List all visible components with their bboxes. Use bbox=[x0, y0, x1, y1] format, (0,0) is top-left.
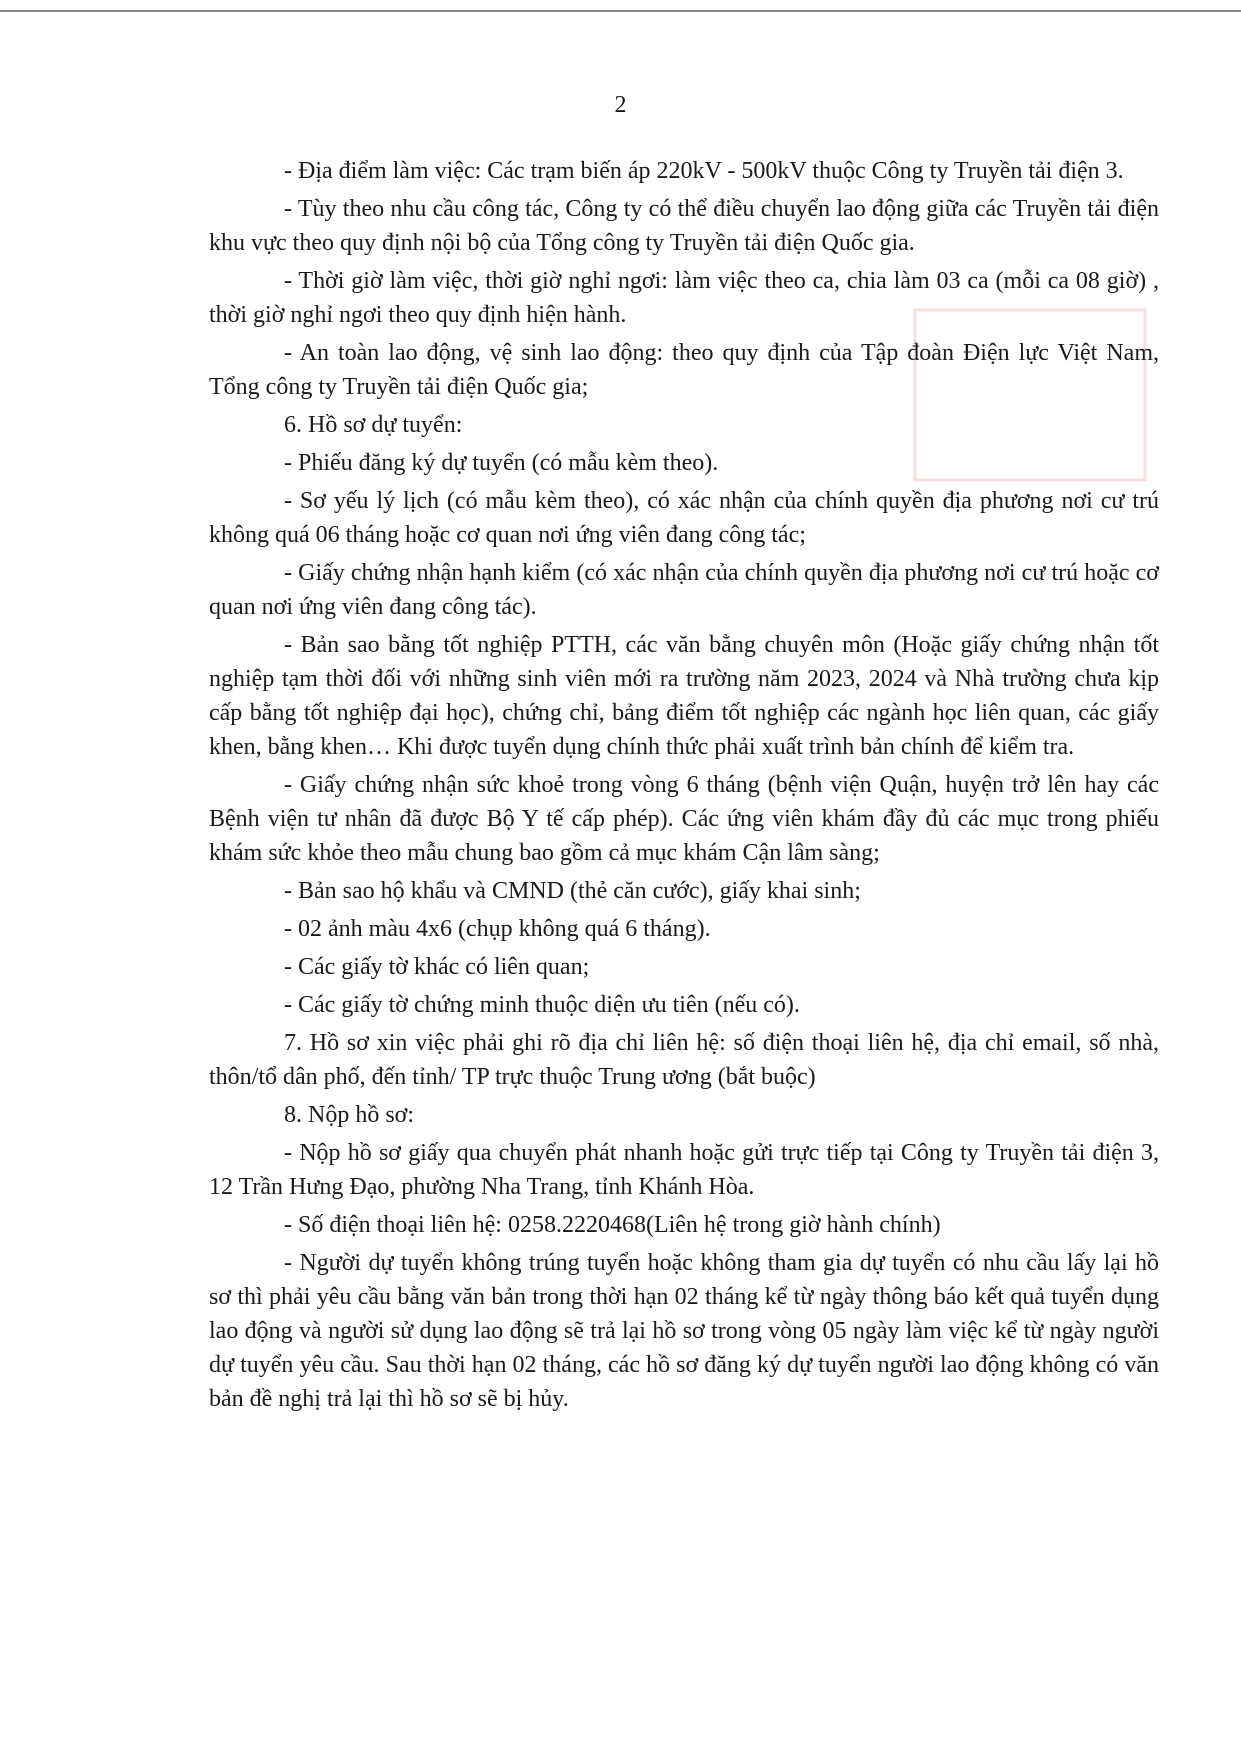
list-item: - Giấy chứng nhận sức khoẻ trong vòng 6 tháng (bệnh viện Quận, huyện trở lên hay các Bệnh viện tư nhân đã được Bộ Y tế cấp phép). Các ứng viên khám đầy đủ các mục trong phiếu khám sức khỏe theo mẫu chung bao gồm cả mục khám Cận lâm sàng; bbox=[209, 772, 1159, 866]
list-item: - Phiếu đăng ký dự tuyển (có mẫu kèm theo). bbox=[284, 450, 719, 476]
paragraph-transfer: - Tùy theo nhu cầu công tác, Công ty có thể điều chuyển lao động giữa các Truyền tải điện khu vực theo quy định nội bộ của Tổng công ty Truyền tải điện Quốc gia. bbox=[209, 196, 1159, 256]
section-heading-submission: 8. Nộp hồ sơ: bbox=[284, 1102, 415, 1128]
list-item: - Bản sao hộ khẩu và CMND (thẻ căn cước), giấy khai sinh; bbox=[284, 878, 861, 904]
list-item: - Các giấy tờ chứng minh thuộc diện ưu tiên (nếu có). bbox=[284, 992, 800, 1018]
paragraph-phone: - Số điện thoại liên hệ: 0258.2220468(Liên hệ trong giờ hành chính) bbox=[284, 1212, 941, 1238]
paragraph-submission-address: - Nộp hồ sơ giấy qua chuyển phát nhanh hoặc gửi trực tiếp tại Công ty Truyền tải điện 3, 12 Trần Hưng Đạo, phường Nha Trang, tỉnh Khánh Hòa. bbox=[209, 1140, 1159, 1200]
paragraph-safety: - An toàn lao động, vệ sinh lao động: theo quy định của Tập đoàn Điện lực Việt Nam, Tổng công ty Truyền tải điện Quốc gia; bbox=[209, 340, 1159, 400]
list-item: - Bản sao bằng tốt nghiệp PTTH, các văn bằng chuyên môn (Hoặc giấy chứng nhận tốt nghiệp tạm thời đối với những sinh viên mới ra trường năm 2023, 2024 và Nhà trường chưa kịp cấp bằng tốt nghiệp đại học), chứng chỉ, bảng điểm tốt nghiệp các ngành học liên quan, các giấy khen, bằng khen… Khi được tuyển dụng chính thức phải xuất trình bản chính để kiểm tra. bbox=[209, 632, 1159, 760]
list-item: - Giấy chứng nhận hạnh kiểm (có xác nhận của chính quyền địa phương nơi cư trú hoặc cơ quan nơi ứng viên đang công tác). bbox=[209, 560, 1159, 620]
paragraph-work-location: - Địa điểm làm việc: Các trạm biến áp 220kV - 500kV thuộc Công ty Truyền tải điện 3. bbox=[284, 158, 1124, 184]
list-item: - Các giấy tờ khác có liên quan; bbox=[284, 954, 590, 980]
list-item: - 02 ảnh màu 4x6 (chụp không quá 6 tháng). bbox=[284, 916, 711, 942]
page-number: 2 bbox=[614, 92, 627, 118]
section-heading-application-docs: 6. Hồ sơ dự tuyển: bbox=[284, 412, 463, 438]
list-item: - Sơ yếu lý lịch (có mẫu kèm theo), có xác nhận của chính quyền địa phương nơi cư trú không quá 06 tháng hoặc cơ quan nơi ứng viên đang công tác; bbox=[209, 488, 1159, 548]
section-contact-requirement: 7. Hồ sơ xin việc phải ghi rõ địa chỉ liên hệ: số điện thoại liên hệ, địa chỉ email, số nhà, thôn/tổ dân phố, đến tỉnh/ TP trực thuộc Trung ương (bắt buộc) bbox=[209, 1030, 1159, 1090]
paragraph-working-hours: - Thời giờ làm việc, thời giờ nghỉ ngơi: làm việc theo ca, chia làm 03 ca (mỗi ca 08 giờ) , thời giờ nghỉ ngơi theo quy định hiện hành. bbox=[209, 268, 1159, 328]
scan-top-border bbox=[0, 10, 1241, 12]
paragraph-return-policy: - Người dự tuyển không trúng tuyển hoặc không tham gia dự tuyển có nhu cầu lấy lại hồ sơ thì phải yêu cầu bằng văn bản trong thời hạn 02 tháng kể từ ngày thông báo kết quả tuyển dụng lao động và người sử dụng lao động sẽ trả lại hồ sơ trong vòng 05 ngày làm việc kể từ ngày người dự tuyển yêu cầu. Sau thời hạn 02 tháng, các hồ sơ đăng ký dự tuyển người lao động không có văn bản đề nghị trả lại thì hồ sơ sẽ bị hủy. bbox=[209, 1250, 1159, 1412]
document-body bbox=[209, 154, 1159, 1420]
